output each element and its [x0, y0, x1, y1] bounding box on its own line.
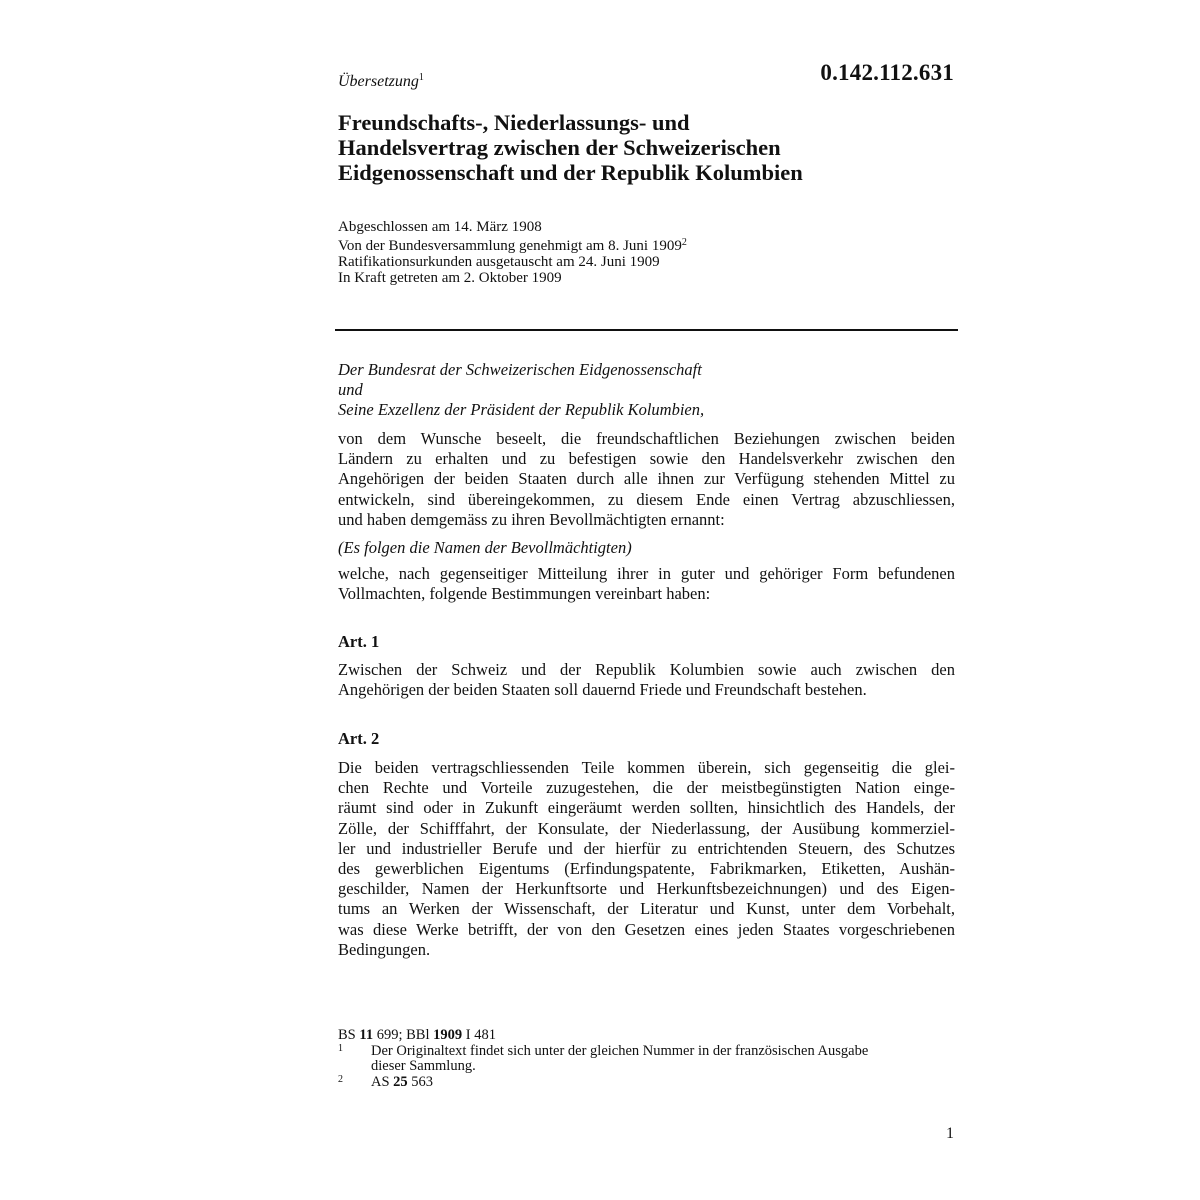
- title-line: Eidgenossenschaft und der Republik Kolumbien: [338, 160, 803, 185]
- footnotes: [338, 1028, 938, 1090]
- article-2-heading: Art. 2: [338, 729, 380, 748]
- paragraph-line: des gewerblichen Eigentums (Erfindungspatente, Fabrikmarken, Etiketten, Aushän-: [338, 859, 955, 879]
- paragraph-line: Angehörigen der beiden Staaten soll dauernd Friede und Freundschaft bestehen.: [338, 680, 867, 700]
- plenipotentiaries-note: (Es folgen die Namen der Bevollmächtigten): [338, 538, 632, 557]
- paragraph-line: chen Rechte und Vorteile zuzugestehen, die der meistbegünstigten Nation einge-: [338, 778, 955, 798]
- paragraph-line: von dem Wunsche beseelt, die freundschaftlichen Beziehungen zwischen beiden: [338, 429, 955, 448]
- preamble-intro: [338, 429, 955, 530]
- footnote-ref-2[interactable]: 2: [681, 237, 687, 248]
- paragraph-line: Zwischen der Schweiz und der Republik Kolumbien sowie auch zwischen den: [338, 660, 955, 679]
- party-line: Seine Exzellenz der Präsident der Republik Kolumbien,: [338, 400, 705, 420]
- paragraph-line: geschilder, Namen der Herkunftsorte und Herkunftsbezeichnungen) und des Eigen-: [338, 879, 955, 899]
- title-line: Handelsvertrag zwischen der Schweizerischen: [338, 135, 781, 160]
- paragraph-line: Zölle, der Schifffahrt, der Konsulate, der Niederlassung, der Ausübung kommerziel-: [338, 818, 955, 838]
- footnote-text: Der Originaltext findet sich unter der gleichen Nummer in der französischen Ausgabe dieser Sammlung.: [371, 1042, 869, 1074]
- footnote-text: AS 25 563: [371, 1073, 434, 1090]
- paragraph-line: ler und industrieller Berufe und der hierfür zu entrichtenden Steuern, des Schutzes: [338, 838, 955, 858]
- translation-label: Übersetzung$^1$: [338, 72, 424, 90]
- page-number: 1: [946, 1125, 954, 1142]
- paragraph-line: welche, nach gegenseitiger Mitteilung ihrer in guter und gehöriger Form befundenen: [338, 564, 955, 583]
- preamble-parties: [338, 360, 955, 421]
- header-divider: [335, 329, 958, 331]
- title-line: Freundschafts-, Niederlassungs- und: [338, 110, 690, 135]
- preamble-closing: [338, 564, 955, 604]
- paragraph-line: Ländern zu erhalten und zu befestigen sowie den Handelsverkehr zwischen den: [338, 449, 955, 469]
- article-1-text: [338, 660, 955, 700]
- footnote-ref-1[interactable]: 1: [418, 72, 424, 83]
- paragraph-line: Die beiden vertragschliessenden Teile kommen überein, sich gegenseitig die glei-: [338, 758, 955, 777]
- party-line: Der Bundesrat der Schweizerischen Eidgenossenschaft: [338, 360, 702, 379]
- sr-number: 0.142.112.631: [820, 60, 954, 85]
- concluded-date: Abgeschlossen am 14. März 1908: [338, 219, 542, 235]
- paragraph-line: entwickeln, sind übereingekommen, zu diesem Ende einen Vertrag abzuschliessen,: [338, 489, 955, 509]
- approved-date: Von der Bundesversammlung genehmigt am 8. Juni 1909$^2$: [338, 237, 687, 254]
- paragraph-line: tums an Werken der Wissenschaft, der Literatur und Kunst, unter dem Vorbehalt,: [338, 899, 955, 919]
- paragraph-line: Angehörigen der beiden Staaten durch alle ihnen zur Verfügung stehenden Mittel zu: [338, 469, 955, 489]
- paragraph-line: was diese Werke betrifft, der von den Gesetzen eines jeden Staates vorgeschriebenen: [338, 919, 955, 939]
- footnote-number: 2: [338, 1073, 343, 1085]
- treaty-dates: [338, 219, 687, 286]
- footnote-2: [338, 1075, 938, 1091]
- document-title: [338, 110, 958, 185]
- in-force-date: In Kraft getreten am 2. Oktober 1909: [338, 270, 562, 286]
- paragraph-line: Vollmachten, folgende Bestimmungen vereinbart haben:: [338, 584, 711, 604]
- ratified-date: Ratifikationsurkunden ausgetauscht am 24. Juni 1909: [338, 254, 660, 270]
- source-reference: BS 11 699; BBl 1909 I 481: [338, 1027, 496, 1043]
- paragraph-line: Bedingungen.: [338, 939, 431, 959]
- footnote-1: [338, 1044, 938, 1075]
- article-1-heading: Art. 1: [338, 632, 380, 651]
- paragraph-line: räumt sind oder in Zukunft eingeräumt werden sollten, hinsichtlich des Handels, der: [338, 798, 955, 818]
- paragraph-line: und haben demgemäss zu ihren Bevollmächtigten ernannt:: [338, 509, 725, 529]
- party-line: und: [338, 380, 363, 400]
- footnote-number: 1: [338, 1042, 343, 1054]
- article-2-text: [338, 758, 955, 960]
